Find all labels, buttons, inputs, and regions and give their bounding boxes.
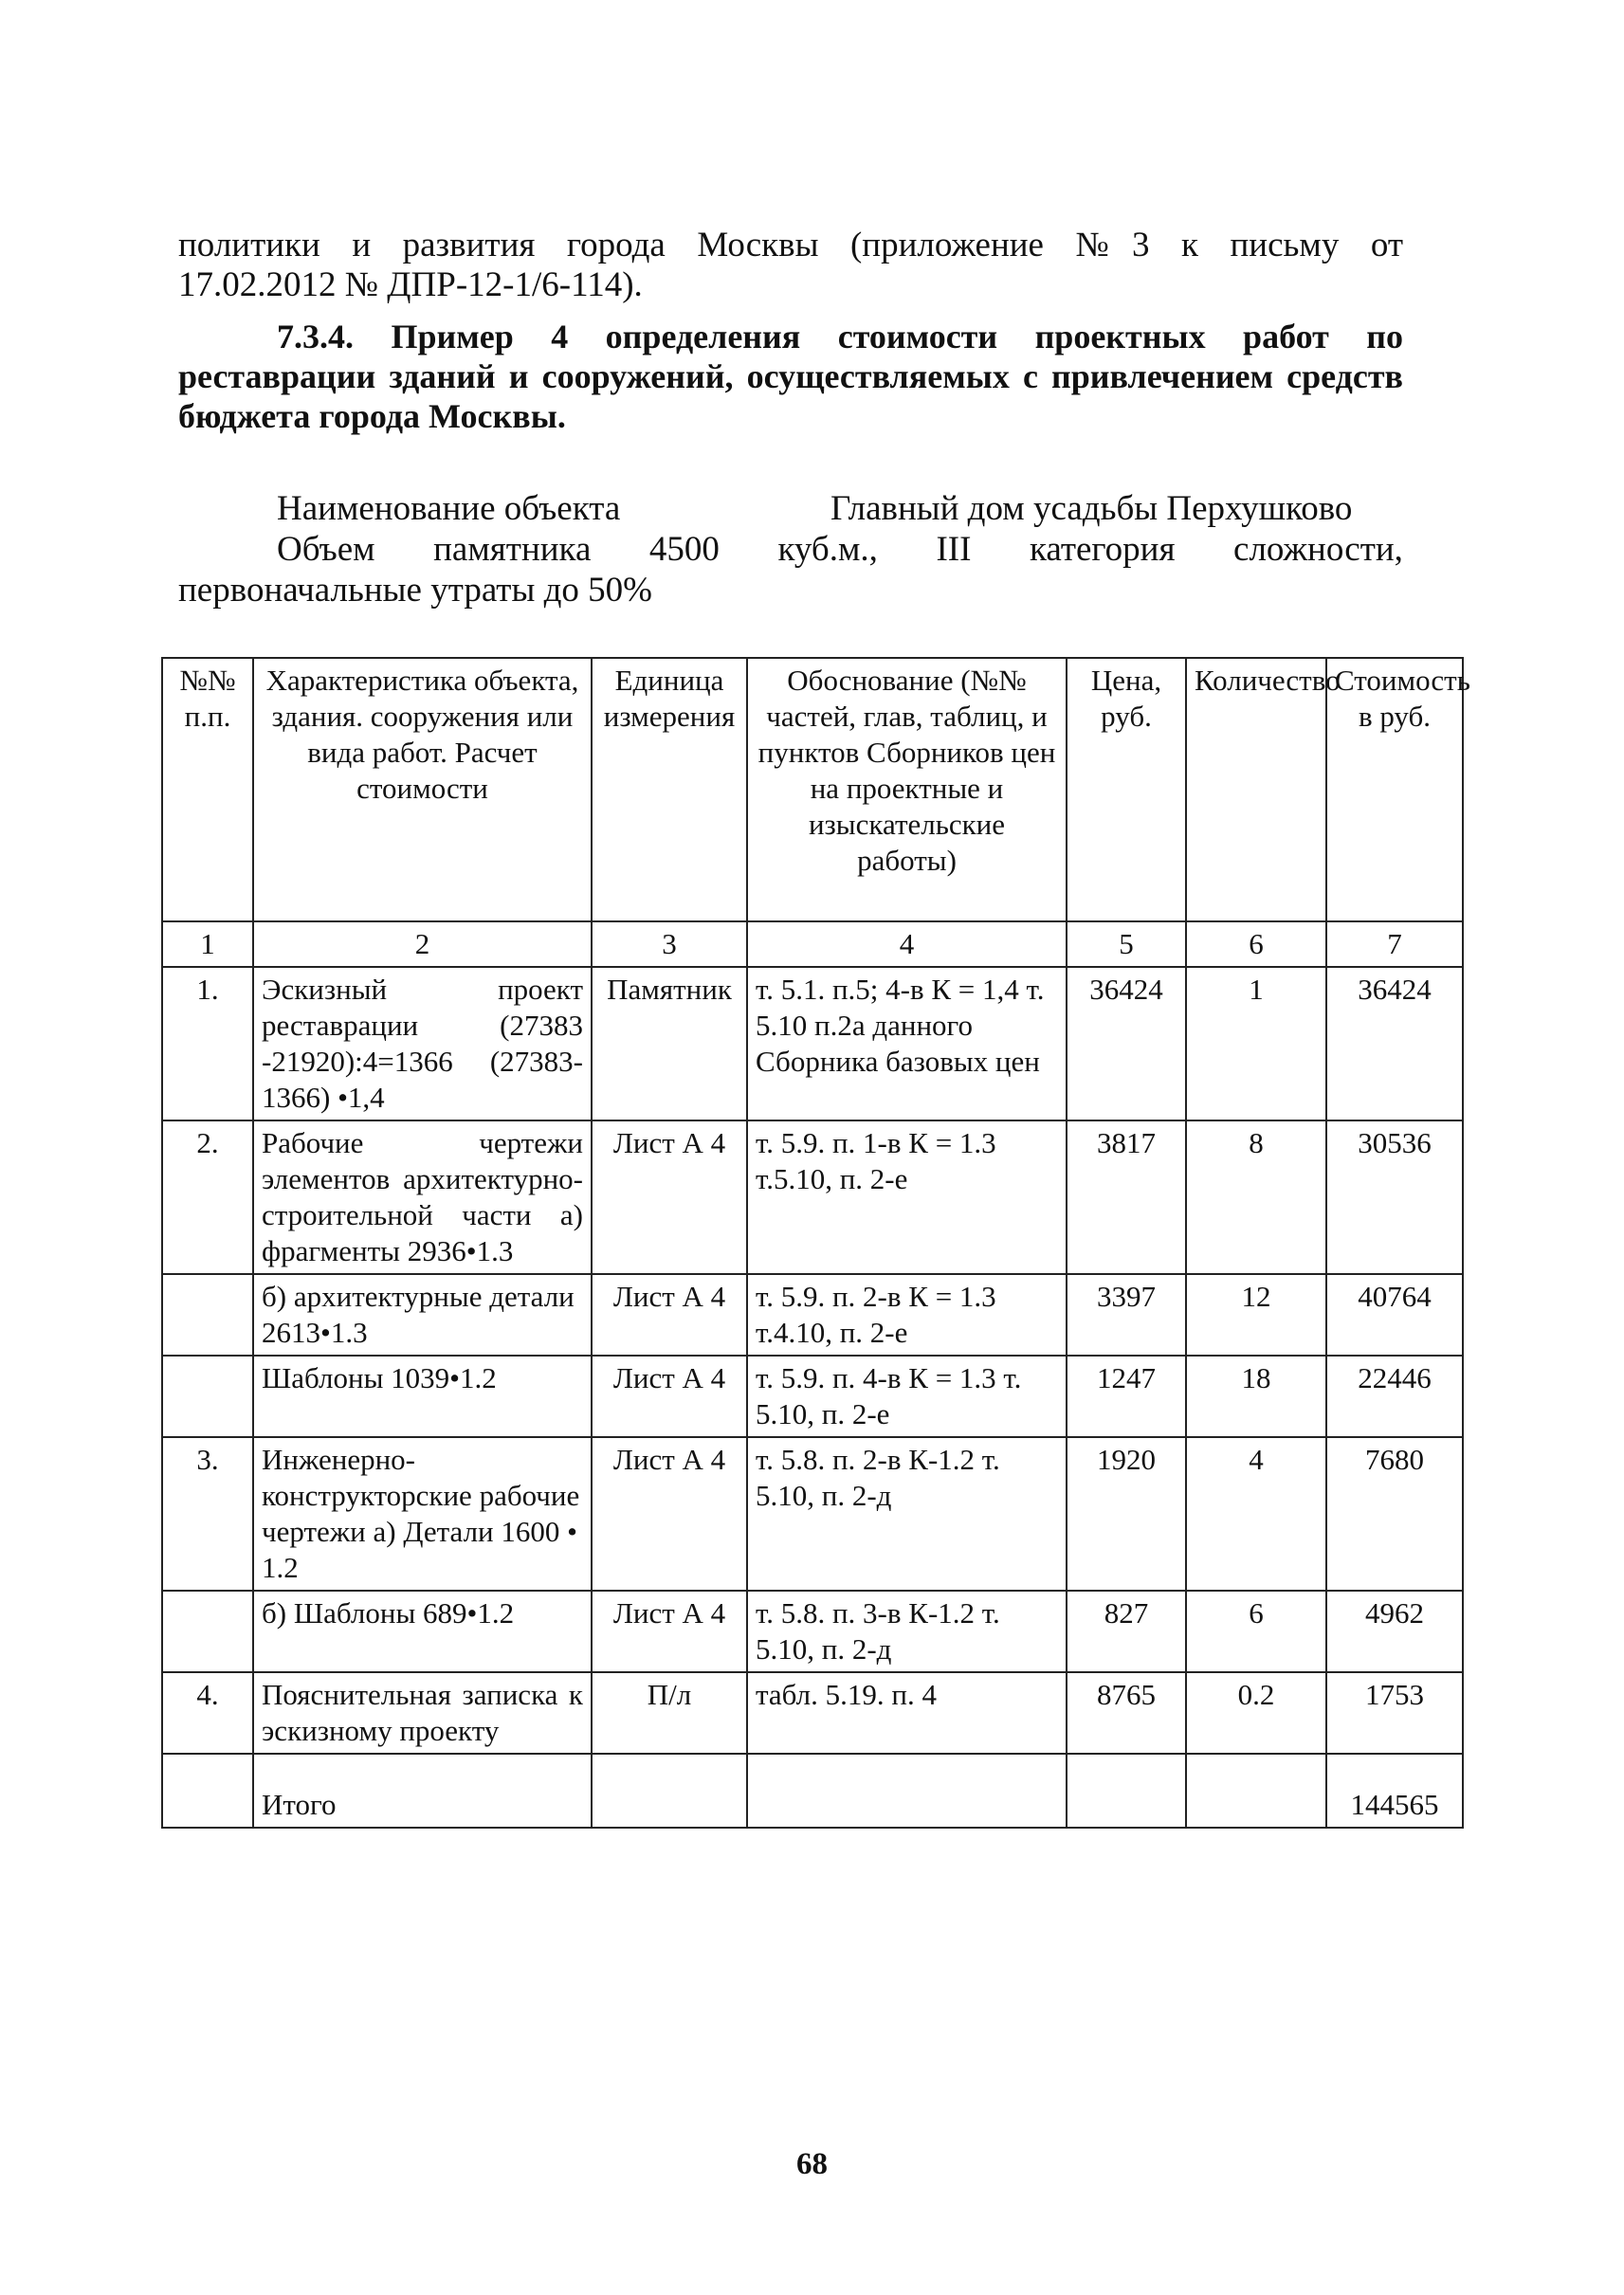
object-name-value: Главный дом усадьбы Перхушково [830, 489, 1353, 528]
quantity: 4 [1186, 1437, 1326, 1591]
quantity: 12 [1186, 1274, 1326, 1356]
price: 36424 [1067, 967, 1186, 1120]
cost: 4962 [1326, 1591, 1463, 1672]
price: 3397 [1067, 1274, 1186, 1356]
unit: П/л [592, 1672, 747, 1754]
volume-word: категория [1029, 530, 1176, 569]
empty-cell [592, 1754, 747, 1828]
unit: Лист А 4 [592, 1591, 747, 1672]
work-description: б) архитектурные детали 2613•1.3 [253, 1274, 592, 1356]
cost-estimate-table [161, 657, 1470, 1829]
table-row [162, 1120, 1463, 1274]
column-number-row [162, 921, 1463, 967]
table-header-row [162, 658, 1463, 921]
table-row [162, 1672, 1463, 1754]
basis: т. 5.9. п. 1-в К = 1.3 т.5.10, п. 2-е [747, 1120, 1067, 1274]
page-number: 68 [796, 2147, 828, 2181]
unit: Лист А 4 [592, 1120, 747, 1274]
work-description: Инженерно-конструкторские рабочие чертежи а) Детали 1600 • 1.2 [253, 1437, 592, 1591]
section-number: 7.3.4. [277, 318, 354, 355]
total-row [162, 1754, 1463, 1828]
header-cell: №№ п.п. [162, 658, 253, 921]
header-cell: Цена, руб. [1067, 658, 1186, 921]
header-cell: Характеристика объекта, здания. сооружения или вида работ. Расчет стоимости [253, 658, 592, 921]
header-cell: Обоснование (№№ частей, глав, таблиц, и пунктов Сборников цен на проектные и изыскательские работы) [747, 658, 1067, 921]
header-cell: Единица измерения [592, 658, 747, 921]
intro-line-2: 17.02.2012 № ДПР-12-1/6-114). [178, 265, 643, 304]
column-number: 4 [747, 921, 1067, 967]
price: 1920 [1067, 1437, 1186, 1591]
unit: Лист А 4 [592, 1274, 747, 1356]
unit: Лист А 4 [592, 1437, 747, 1591]
empty-cell [1067, 1754, 1186, 1828]
empty-cell [747, 1754, 1067, 1828]
table-row [162, 1437, 1463, 1591]
row-number: 3. [162, 1437, 253, 1591]
cost: 7680 [1326, 1437, 1463, 1591]
volume-word: сложности, [1233, 530, 1403, 569]
column-number: 3 [592, 921, 747, 967]
quantity: 6 [1186, 1591, 1326, 1672]
cost: 40764 [1326, 1274, 1463, 1356]
quantity: 1 [1186, 967, 1326, 1120]
column-number: 2 [253, 921, 592, 967]
unit: Памятник [592, 967, 747, 1120]
work-description: Шаблоны 1039•1.2 [253, 1356, 592, 1437]
intro-paragraph [178, 226, 1403, 305]
volume-word: памятника [433, 530, 592, 569]
volume-word: 4500 [648, 530, 720, 569]
header-cell: Количество [1186, 658, 1326, 921]
row-number [162, 1274, 253, 1356]
cost: 30536 [1326, 1120, 1463, 1274]
row-number: 1. [162, 967, 253, 1120]
basis: т. 5.9. п. 2-в К = 1.3 т.4.10, п. 2-е [747, 1274, 1067, 1356]
empty-cell [1186, 1754, 1326, 1828]
basis: т. 5.8. п. 2-в К-1.2 т. 5.10, п. 2-д [747, 1437, 1067, 1591]
object-volume-row [178, 529, 1403, 570]
row-number [162, 1591, 253, 1672]
row-number: 4. [162, 1672, 253, 1754]
empty-cell [162, 1754, 253, 1828]
cost: 1753 [1326, 1672, 1463, 1754]
price: 8765 [1067, 1672, 1186, 1754]
object-info [178, 488, 1403, 610]
intro-line-1: политики и развития города Москвы (приложение №3 к письму от [178, 226, 1403, 264]
column-number: 6 [1186, 921, 1326, 967]
price: 827 [1067, 1591, 1186, 1672]
price: 3817 [1067, 1120, 1186, 1274]
header-cell: Стоимость в руб. [1326, 658, 1463, 921]
table-row [162, 1591, 1463, 1672]
volume-word: III [936, 530, 972, 569]
column-number: 7 [1326, 921, 1463, 967]
cost: 22446 [1326, 1356, 1463, 1437]
cost: 36424 [1326, 967, 1463, 1120]
row-number: 2. [162, 1120, 253, 1274]
work-description: б) Шаблоны 689•1.2 [253, 1591, 592, 1672]
quantity: 0.2 [1186, 1672, 1326, 1754]
object-name-label: Наименование объекта [277, 489, 621, 528]
table-row [162, 1356, 1463, 1437]
price: 1247 [1067, 1356, 1186, 1437]
work-description: Рабочие чертежи элементов архитектурно-строительной части а) фрагменты 2936•1.3 [253, 1120, 592, 1274]
section-title: Пример 4 определения стоимости проектных работ по реставрации зданий и сооружений, осуществляемых с привлечением средств бюджета города Москвы. [178, 318, 1404, 435]
table-row [162, 967, 1463, 1120]
unit: Лист А 4 [592, 1356, 747, 1437]
basis: т. 5.8. п. 3-в К-1.2 т. 5.10, п. 2-д [747, 1591, 1067, 1672]
section-heading [178, 317, 1403, 436]
column-number: 1 [162, 921, 253, 967]
object-name-row [178, 488, 1403, 529]
column-number: 5 [1067, 921, 1186, 967]
row-number [162, 1356, 253, 1437]
work-description: Пояснительная записка к эскизному проекту [253, 1672, 592, 1754]
basis: т. 5.9. п. 4-в К = 1.3 т. 5.10, п. 2-е [747, 1356, 1067, 1437]
total-value: 144565 [1326, 1754, 1463, 1828]
quantity: 8 [1186, 1120, 1326, 1274]
volume-word: куб.м., [777, 530, 878, 569]
total-label: Итого [253, 1754, 592, 1828]
quantity: 18 [1186, 1356, 1326, 1437]
work-description: Эскизный проект реставрации (27383 -21920):4=1366 (27383-1366) •1,4 [253, 967, 592, 1120]
basis: т. 5.1. п.5; 4-в К = 1,4 т. 5.10 п.2а данного Сборника базовых цен [747, 967, 1067, 1120]
object-losses-row: первоначальные утраты до 50% [178, 571, 652, 610]
basis: табл. 5.19. п. 4 [747, 1672, 1067, 1754]
volume-word: Объем [277, 530, 375, 569]
table-row [162, 1274, 1463, 1356]
